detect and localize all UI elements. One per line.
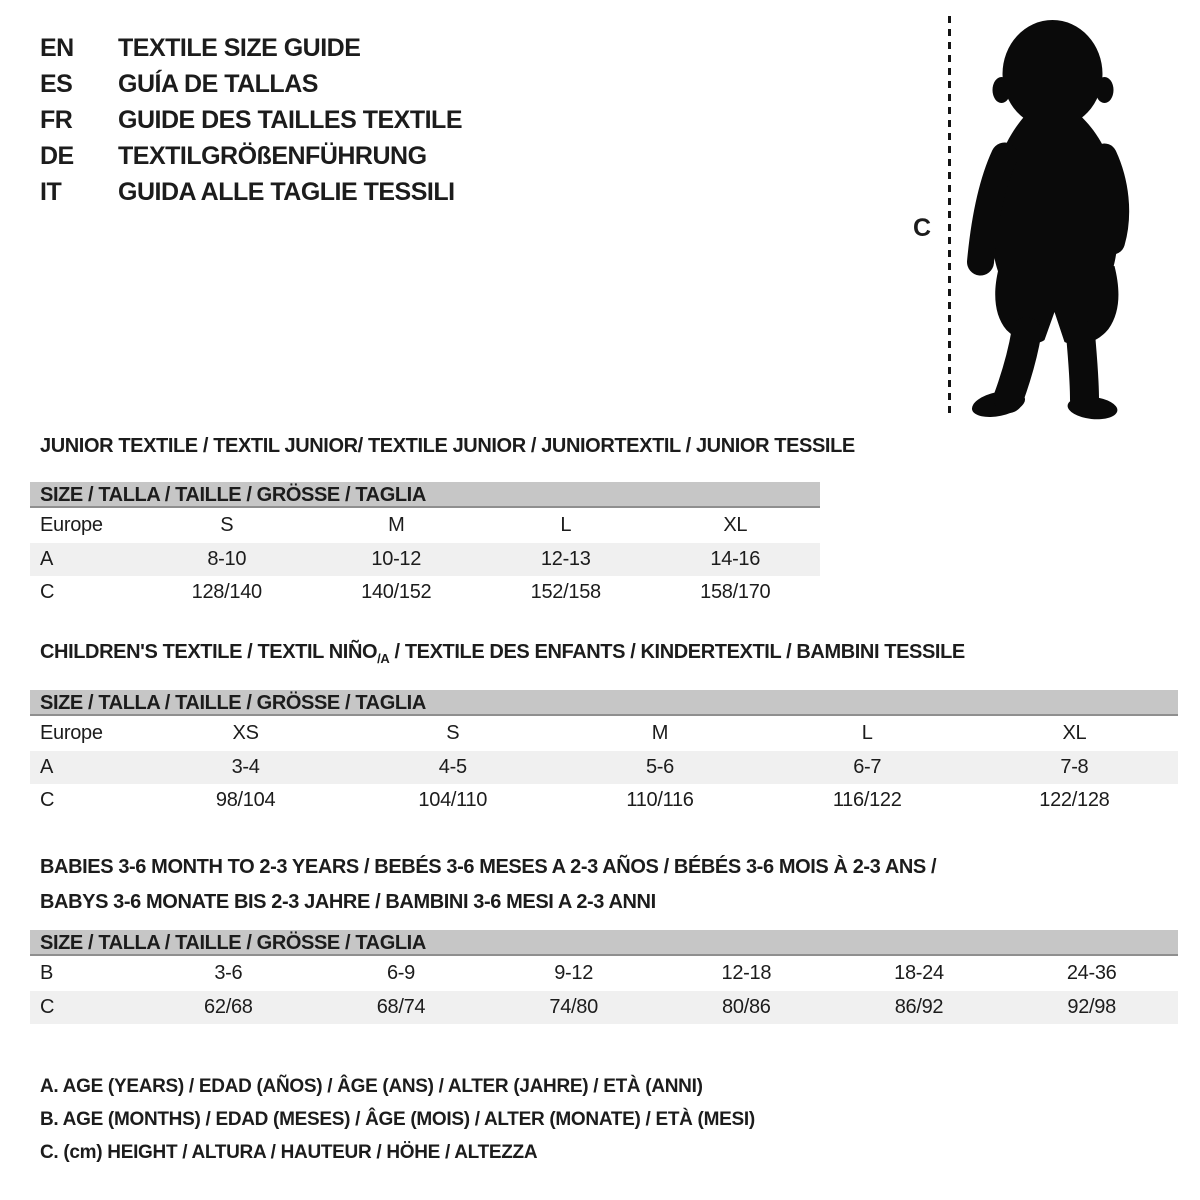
table-row-age (30, 543, 820, 576)
language-code: EN (40, 33, 74, 62)
table-cell: 7-8 (971, 751, 1178, 784)
table-cell: 158/170 (700, 581, 771, 603)
table-cell: XS (232, 722, 259, 744)
section-babies-textile (30, 850, 1178, 1024)
table-cell: 152/158 (530, 581, 601, 603)
size-table-header: SIZE / TALLA / TAILLE / GRÖSSE / TAGLIA (30, 482, 820, 508)
language-row-es (40, 66, 462, 102)
legend-line-c: C. (cm) HEIGHT / ALTURA / HAUTEUR / HÖHE / ALTEZZA (40, 1142, 538, 1163)
table-cell: XL (1062, 722, 1087, 744)
legend-line-a: A. AGE (YEARS) / EDAD (AÑOS) / ÂGE (ANS) / ALTER (JAHRE) / ETÀ (ANNI) (40, 1076, 703, 1097)
section-childrens-textile (30, 641, 1178, 817)
table-cell: 8-10 (142, 543, 312, 576)
guide-title: TEXTILE SIZE GUIDE (118, 33, 361, 62)
height-measure-label: C (913, 214, 932, 242)
table-row-height (30, 576, 820, 609)
title-subscript: /A (377, 651, 390, 666)
guide-title: GUIDE DES TAILLES TEXTILE (118, 105, 463, 134)
size-table-junior (30, 482, 820, 609)
table-cell: L (861, 722, 873, 744)
table-row-months (30, 956, 1178, 991)
language-title-list (40, 30, 462, 210)
table-cell: 3-4 (142, 751, 349, 784)
table-cell: 6-9 (386, 962, 415, 984)
table-cell: 98/104 (215, 789, 276, 811)
guide-title: TEXTILGRÖßENFÜHRUNG (118, 141, 427, 170)
table-cell: 24-36 (1066, 962, 1117, 984)
table-cell: 12-13 (481, 543, 651, 576)
measurement-legend (40, 1070, 755, 1169)
title-part: / TEXTILE DES ENFANTS / KINDERTEXTIL / BAMBINI TESSILE (389, 641, 965, 663)
row-label: A (30, 543, 142, 576)
table-cell: 6-7 (764, 751, 971, 784)
table-cell: 10-12 (312, 543, 482, 576)
language-row-en (40, 30, 462, 66)
table-cell: 104/110 (418, 789, 488, 811)
size-table-header: SIZE / TALLA / TAILLE / GRÖSSE / TAGLIA (30, 930, 1178, 956)
guide-title: GUIDA ALLE TAGLIE TESSILI (118, 177, 455, 206)
title-part: CHILDREN'S TEXTILE / TEXTIL NIÑO (40, 641, 378, 663)
guide-title: GUÍA DE TALLAS (118, 69, 318, 98)
language-code: ES (40, 69, 73, 98)
section-junior-textile (30, 435, 855, 609)
section-title-babies-line1: BABIES 3-6 MONTH TO 2-3 YEARS / BEBÉS 3-6 MESES A 2-3 AÑOS / BÉBÉS 3-6 MOIS À 2-3 ANS / (40, 856, 937, 878)
size-table-babies (30, 930, 1178, 1024)
section-title-junior: JUNIOR TEXTILE / TEXTIL JUNIOR/ TEXTILE JUNIOR / JUNIORTEXTIL / JUNIOR TESSILE (40, 435, 855, 457)
language-code: IT (40, 177, 62, 206)
height-measure-dashed-line (948, 16, 951, 416)
table-cell: S (220, 514, 234, 536)
table-row-europe (30, 716, 1178, 751)
table-cell: 128/140 (191, 581, 262, 603)
language-code: DE (40, 141, 74, 170)
table-row-europe (30, 508, 820, 543)
language-row-de (40, 138, 462, 174)
table-row-height (30, 784, 1178, 817)
table-cell: M (388, 514, 405, 536)
language-row-it (40, 174, 462, 210)
row-label: C (40, 581, 55, 603)
table-cell: 80/86 (660, 991, 833, 1024)
table-cell: 3-6 (214, 962, 243, 984)
table-cell: 122/128 (1039, 789, 1110, 811)
table-cell: 4-5 (349, 751, 556, 784)
table-cell: 74/80 (487, 991, 660, 1024)
table-cell: 14-16 (651, 543, 821, 576)
section-title-children (40, 641, 1178, 666)
table-cell: M (651, 722, 669, 744)
toddler-silhouette-icon (962, 14, 1147, 422)
row-label: C (40, 789, 55, 811)
table-cell: 110/116 (626, 789, 694, 811)
table-cell: 68/74 (315, 991, 488, 1024)
row-label: Europe (40, 722, 103, 744)
size-table-children (30, 690, 1178, 817)
table-cell: 9-12 (554, 962, 594, 984)
table-cell: XL (723, 514, 748, 536)
legend-line-b: B. AGE (MONTHS) / EDAD (MESES) / ÂGE (MOIS) / ALTER (MONATE) / ETÀ (MESI) (40, 1109, 755, 1130)
table-cell: 86/92 (833, 991, 1006, 1024)
table-cell: S (446, 722, 460, 744)
table-cell: 5-6 (556, 751, 763, 784)
language-code: FR (40, 105, 73, 134)
row-label: A (30, 751, 142, 784)
table-row-age (30, 751, 1178, 784)
table-cell: 12-18 (721, 962, 772, 984)
table-cell: L (560, 514, 572, 536)
row-label: C (30, 991, 142, 1024)
size-table-header: SIZE / TALLA / TAILLE / GRÖSSE / TAGLIA (30, 690, 1178, 716)
table-cell: 116/122 (832, 789, 902, 811)
language-row-fr (40, 102, 462, 138)
table-row-height (30, 991, 1178, 1024)
table-cell: 92/98 (1005, 991, 1178, 1024)
row-label: Europe (40, 514, 103, 536)
table-cell: 140/152 (361, 581, 432, 603)
section-title-babies-line2: BABYS 3-6 MONATE BIS 2-3 JAHRE / BAMBINI 3-6 MESI A 2-3 ANNI (40, 891, 656, 913)
row-label: B (40, 962, 54, 984)
table-cell: 18-24 (894, 962, 944, 984)
table-cell: 62/68 (142, 991, 315, 1024)
